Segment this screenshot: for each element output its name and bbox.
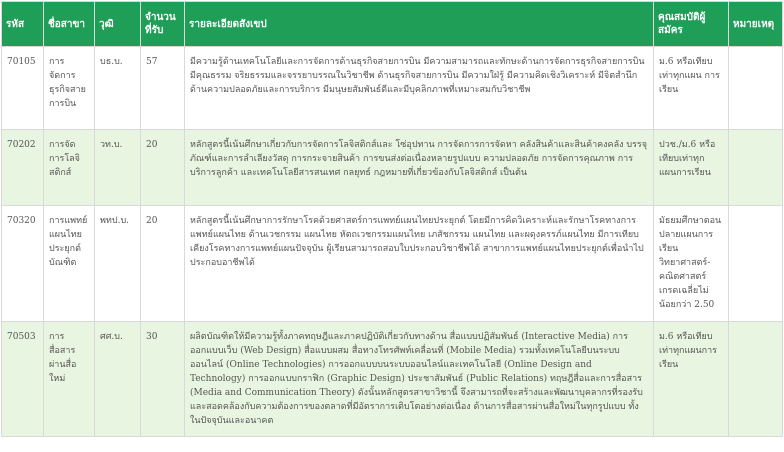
cell-detail: หลักสูตรนี้เน้นศึกษาการรักษาโรคด้วยศาสตร์การแพทย์แผนไทยประยุกต์ โดยมีการคิดวิเคราะห์และรักษาโรคทางการแพทย์แผนไทย ด้านเวชกรรม แผนไทย หัตถเวชกรรมแผนไทย เภสัชกรรม แผนไทย และผดุงครรภ์แผนไทย มีการเทียบเคียงโรคทางการแพทย์แผนปัจจุบัน ผู้เรียนสามารถสอบใบประกอบวิชาชีพได้ สาขาการแพทย์แผนไทยประยุกต์เพื่อนำไปประกอบอาชีพได้: [185, 206, 654, 322]
cell-note: [729, 130, 783, 206]
cell-name: การแพทย์แผนไทยประยุกต์บัณฑิต: [44, 206, 95, 322]
cell-qualification: ปวช./ม.6 หรือเทียบเท่าทุกแผนการเรียน: [654, 130, 729, 206]
cell-seats: 20: [141, 130, 185, 206]
cell-code: 70202: [2, 130, 44, 206]
cell-note: [729, 47, 783, 130]
cell-name: การจัดการธุรกิจสายการบิน: [44, 47, 95, 130]
header-code: รหัส: [2, 2, 44, 47]
cell-degree: บธ.บ.: [95, 47, 141, 130]
header-name: ชื่อสาขา: [44, 2, 95, 47]
cell-code: 70503: [2, 322, 44, 437]
cell-qualification: ม.6 หรือเทียบเท่าทุกแผน การเรียน: [654, 47, 729, 130]
cell-qualification: มัธยมศึกษาตอนปลายแผนการเรียนวิทยาศาสตร์-คณิตศาสตร์ เกรดเฉลี่ยไม่น้อยกว่า 2.50: [654, 206, 729, 322]
cell-seats: 30: [141, 322, 185, 437]
cell-code: 70105: [2, 47, 44, 130]
cell-code: 70320: [2, 206, 44, 322]
header-degree: วุฒิ: [95, 2, 141, 47]
header-note: หมายเหตุ: [729, 2, 783, 47]
cell-degree: พทป.บ.: [95, 206, 141, 322]
curriculum-table: [1, 1, 783, 437]
cell-detail: ผลิตบัณฑิตให้มีความรู้ทั้งภาคทฤษฎีและภาคปฏิบัติเกี่ยวกับทางด้าน สื่อแบบปฏิสัมพันธ์ (Interactive Media) การออกแบบเว็บ (Web Design) สื่อแบบผสม สื่อทางโทรศัพท์เคลื่อนที่ (Mobile Media) รวมทั้งเทคโนโลยีบนระบบออนไลน์ (Online Technologies) การออกแบบบนระบบออนไลน์และเทคโนโลยี (Online Design and Technology) การออกแบบกราฟิก (Graphic Design) ประชาสัมพันธ์ (Public Relations) ทฤษฎีสื่อและการสื่อสาร (Media and Communication Theory) ดังนั้นหลักสูตรสาขาวิชานี้ จึงสามารถที่จะสร้างและพัฒนาบุคลากรที่รองรับและสอดคล้องกับความต้องการของตลาดที่มีอัตราการเติบโตอย่างต่อเนื่อง ด้านการสื่อสารผ่านสื่อใหม่ในทุกรูปแบบ ทั้งในปัจจุบันและอนาคต: [185, 322, 654, 437]
table-row: [2, 322, 783, 437]
cell-note: [729, 206, 783, 322]
cell-degree: วท.บ.: [95, 130, 141, 206]
cell-degree: ศศ.บ.: [95, 322, 141, 437]
cell-seats: 57: [141, 47, 185, 130]
table-row: [2, 206, 783, 322]
cell-detail: หลักสูตรนี้เน้นศึกษาเกี่ยวกับการจัดการโลจิสติกส์และ โซ่อุปทาน การจัดการการจัดหา คลังสินค้าและสินค้าคงคลัง บรรจุภัณฑ์และการลำเลียงวัสดุ การกระจายสินค้า การขนส่งต่อเนื่องหลายรูปแบบ ความปลอดภัย การจัดการคุณภาพ การบริการลูกค้า และเทคโนโลยีสารสนเทศ กลยุทธ์ กฎหมายที่เกี่ยวข้องกับโลจิสติกส์ เป็นต้น: [185, 130, 654, 206]
cell-note: [729, 322, 783, 437]
table-row: [2, 47, 783, 130]
cell-detail: มีความรู้ด้านเทคโนโลยีและการจัดการด้านธุรกิจสายการบิน มีความสามารถและทักษะด้านการจัดการธุรกิจสายการบิน มีคุณธรรม จริยธรรมและจรรยาบรรณในวิชาชีพ ด้านธุรกิจสายการบิน มีความใฝ่รู้ มีความคิดเชิงวิเคราะห์ มีจิตสำนึกด้านความปลอดภัยและการบริการ มีมนุษยสัมพันธ์ดีและมีบุคลิกภาพที่เหมาะสมกับวิชาชีพ: [185, 47, 654, 130]
cell-name: การสื่อสารผ่านสื่อใหม่: [44, 322, 95, 437]
table-header-row: [2, 2, 783, 47]
table-row: [2, 130, 783, 206]
header-qualification: คุณสมบัติผู้สมัคร: [654, 2, 729, 47]
header-detail: รายละเอียดสังเขป: [185, 2, 654, 47]
cell-name: การจัดการโลจิสติกส์: [44, 130, 95, 206]
cell-seats: 20: [141, 206, 185, 322]
header-seats: จำนวนที่รับ: [141, 2, 185, 47]
cell-qualification: ม.6 หรือเทียบเท่าทุกแผนการเรียน: [654, 322, 729, 437]
